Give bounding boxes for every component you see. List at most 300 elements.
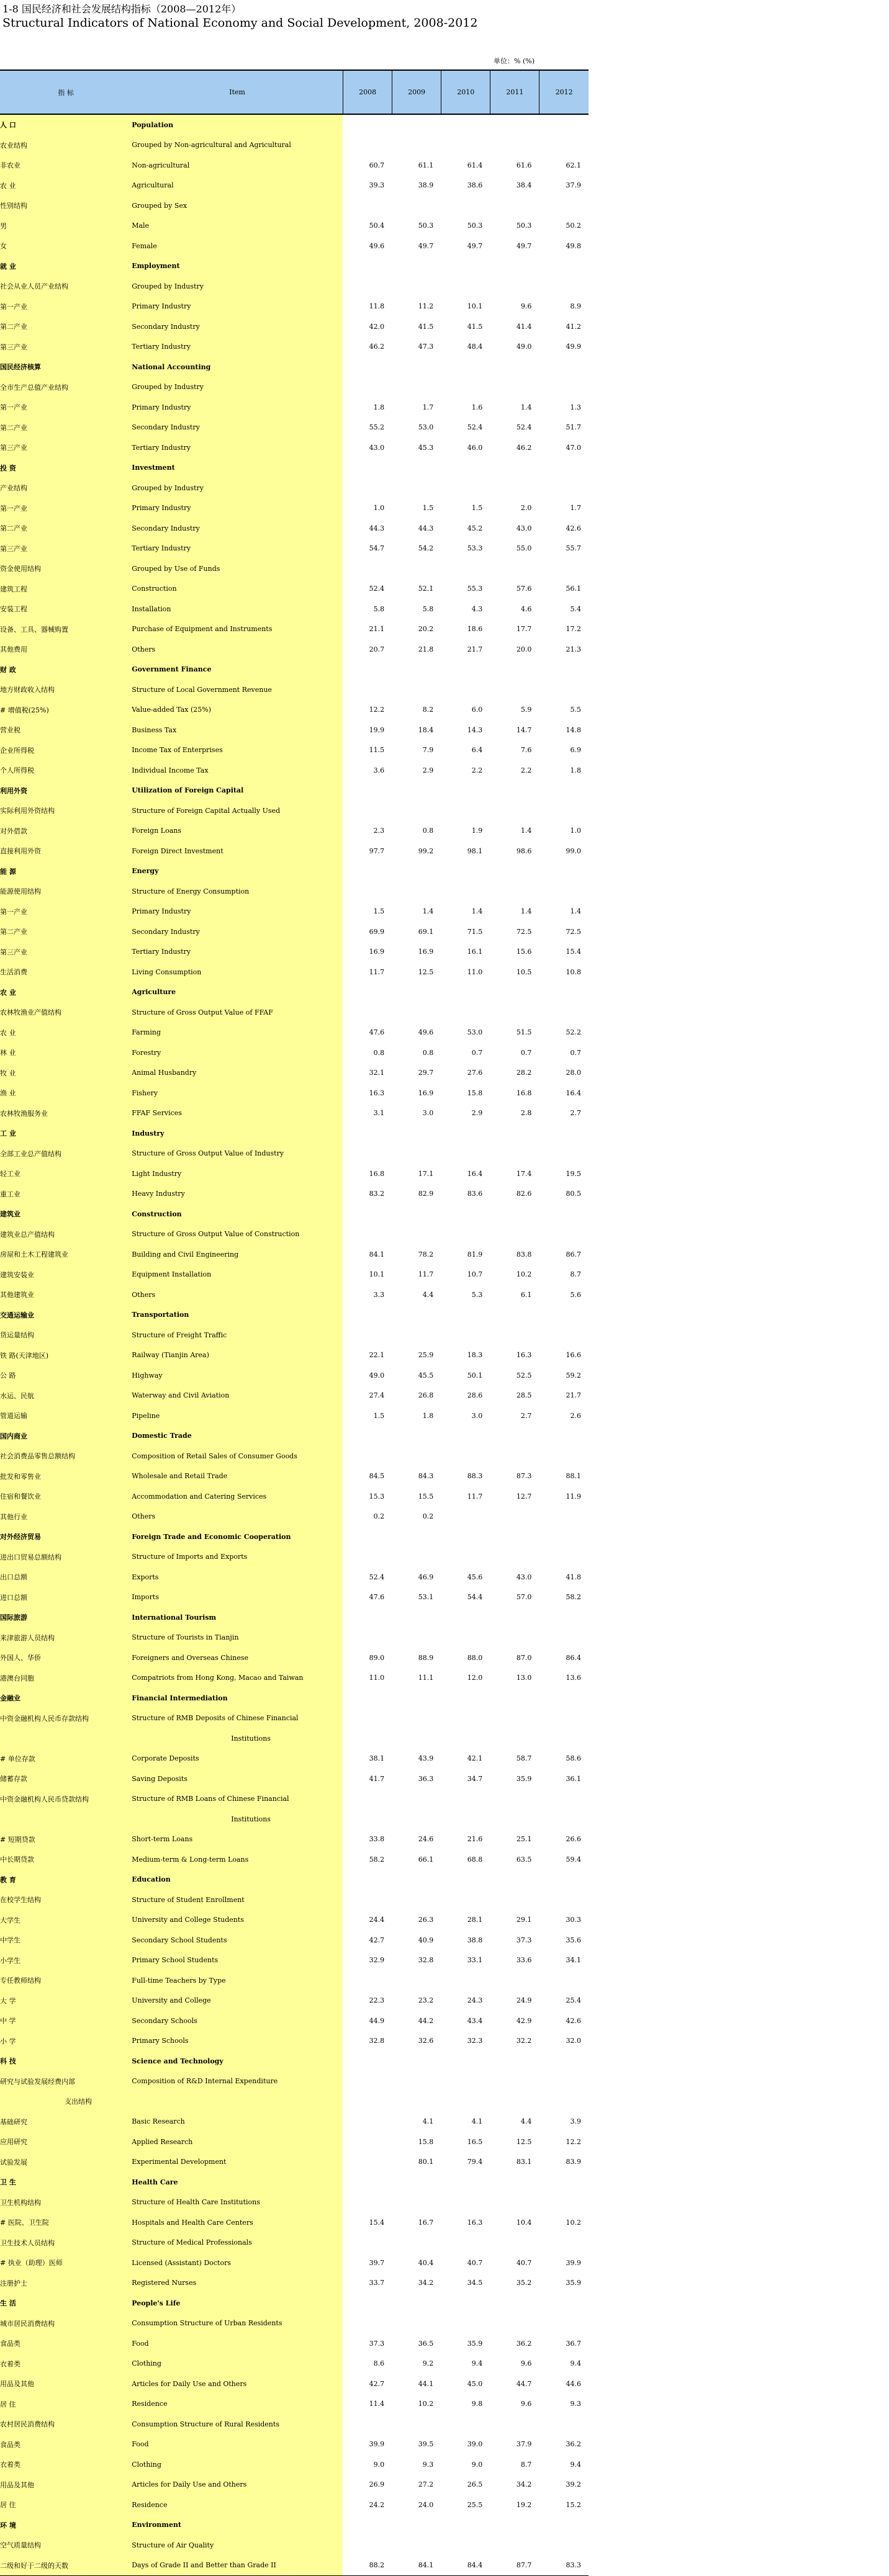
value-cell: 16.9 <box>392 942 441 963</box>
row-label-zh: # 医院、卫生院 <box>0 2212 132 2233</box>
value-cell <box>539 276 589 297</box>
value-cell: 81.9 <box>441 1244 490 1265</box>
value-cell <box>490 1870 539 1890</box>
value-cell <box>490 2071 539 2092</box>
row-label-zh: 全部工业总产值结构 <box>0 1144 132 1164</box>
value-cell: 12.2 <box>343 700 392 720</box>
value-cell: 45.3 <box>392 438 441 458</box>
value-cell: 60.7 <box>343 155 392 176</box>
value-cell: 36.2 <box>490 2333 539 2354</box>
row-label-en: National Accounting <box>132 357 343 377</box>
table-title: 1-8 国民经济和社会发展结构指标（2008—2012年） <box>2 3 241 15</box>
value-cell: 50.4 <box>343 216 392 236</box>
row-label-en: Articles for Daily Use and Others <box>132 2374 343 2394</box>
value-cell <box>441 2313 490 2334</box>
value-cell: 32.2 <box>490 2031 539 2052</box>
row-label-en: FFAF Services <box>132 1103 343 1124</box>
row-label-en: Secondary Industry <box>132 518 343 539</box>
table-row <box>0 195 589 216</box>
value-cell: 25.9 <box>392 1345 441 1366</box>
value-cell: 2.8 <box>490 1103 539 1124</box>
table-row <box>0 438 589 458</box>
table-row <box>0 155 589 176</box>
value-cell <box>539 1325 589 1345</box>
row-label-en: Short-term Loans <box>132 1829 343 1850</box>
row-label-zh: 小学生 <box>0 1950 132 1971</box>
value-cell: 8.7 <box>490 2454 539 2475</box>
value-cell: 83.2 <box>343 1184 392 1205</box>
value-cell <box>539 1547 589 1568</box>
value-cell <box>441 2071 490 2092</box>
table-row <box>0 2233 589 2253</box>
value-cell: 66.1 <box>392 1849 441 1870</box>
value-cell: 27.4 <box>343 1386 392 1406</box>
row-label-zh: 实际利用外资结构 <box>0 801 132 821</box>
row-label-zh: 第一产业 <box>0 397 132 418</box>
value-cell <box>392 1446 441 1466</box>
value-cell: 35.6 <box>539 1930 589 1950</box>
table-row <box>0 740 589 761</box>
row-label-zh: 第一产业 <box>0 297 132 317</box>
row-label-en: Agriculture <box>132 982 343 1003</box>
value-cell: 9.4 <box>539 2454 589 2475</box>
value-cell: 12.2 <box>539 2132 589 2152</box>
value-cell <box>392 1305 441 1326</box>
value-cell <box>343 135 392 156</box>
value-cell <box>539 2414 589 2435</box>
value-cell <box>343 801 392 821</box>
row-label-zh: 建筑工程 <box>0 579 132 599</box>
value-cell: 55.0 <box>490 539 539 559</box>
value-cell: 35.9 <box>441 2333 490 2354</box>
value-cell: 15.8 <box>392 2132 441 2152</box>
value-cell: 44.3 <box>392 518 441 539</box>
value-cell <box>539 680 589 700</box>
row-label-zh: 农林牧渔服务业 <box>0 1103 132 1124</box>
value-cell: 36.3 <box>392 1769 441 1789</box>
row-label-zh: 其他费用 <box>0 639 132 660</box>
row-label-zh: 第一产业 <box>0 498 132 519</box>
value-cell <box>343 1688 392 1708</box>
value-cell <box>441 276 490 297</box>
value-cell <box>392 881 441 902</box>
value-cell: 16.3 <box>441 2212 490 2233</box>
value-cell: 99.2 <box>392 841 441 861</box>
value-cell: 16.9 <box>343 942 392 963</box>
value-cell: 87.0 <box>490 1648 539 1668</box>
row-label-zh: 产业结构 <box>0 478 132 498</box>
value-cell: 26.3 <box>392 1910 441 1931</box>
row-label-zh: 能源使用结构 <box>0 881 132 902</box>
value-cell <box>441 1607 490 1628</box>
value-cell: 88.9 <box>392 1648 441 1668</box>
value-cell <box>490 1728 539 1749</box>
value-cell <box>441 135 490 156</box>
table-row <box>0 1890 589 1910</box>
row-label-en: Investment <box>132 458 343 478</box>
row-label-zh: 第二产业 <box>0 922 132 942</box>
row-label-zh: 进出口贸易总额结构 <box>0 1547 132 1568</box>
value-cell: 58.6 <box>539 1749 589 1769</box>
row-label-en: Installation <box>132 599 343 619</box>
value-cell <box>343 861 392 882</box>
header-year: 2012 <box>539 70 589 114</box>
value-cell: 3.3 <box>343 1285 392 1305</box>
value-cell: 83.1 <box>490 2152 539 2173</box>
value-cell <box>490 1789 539 1810</box>
row-label-zh: 卫 生 <box>0 2172 132 2192</box>
row-label-zh: 房屋和土木工程建筑业 <box>0 1244 132 1265</box>
value-cell <box>539 660 589 680</box>
row-label-zh: 中 学 <box>0 2011 132 2031</box>
row-label-en: Science and Technology <box>132 2051 343 2071</box>
value-cell: 5.6 <box>539 1285 589 1305</box>
value-cell: 0.2 <box>343 1507 392 1527</box>
value-cell <box>490 2192 539 2213</box>
row-label-zh: 能 源 <box>0 861 132 882</box>
value-cell <box>539 1970 589 1991</box>
table-row <box>0 2011 589 2031</box>
table-row <box>0 397 589 418</box>
value-cell <box>490 660 539 680</box>
row-label-en: Days of Grade II and Better than Grade II <box>132 2556 343 2576</box>
value-cell <box>441 256 490 277</box>
value-cell: 32.0 <box>539 2031 589 2052</box>
value-cell: 8.7 <box>539 1265 589 1285</box>
value-cell <box>441 660 490 680</box>
value-cell: 11.0 <box>343 1668 392 1689</box>
row-label-en: Railway (Tianjin Area) <box>132 1345 343 1366</box>
value-cell: 98.1 <box>441 841 490 861</box>
value-cell: 1.6 <box>441 397 490 418</box>
value-cell: 80.1 <box>392 2152 441 2173</box>
value-cell: 36.2 <box>539 2435 589 2455</box>
value-cell <box>441 2051 490 2071</box>
value-cell: 9.0 <box>343 2454 392 2475</box>
value-cell: 22.3 <box>343 1991 392 2011</box>
value-cell <box>343 2233 392 2253</box>
value-cell: 40.7 <box>441 2253 490 2273</box>
row-label-zh: 二级和好于二级的天数 <box>0 2556 132 2576</box>
value-cell: 3.0 <box>441 1406 490 1426</box>
row-label-en: Experimental Development <box>132 2152 343 2173</box>
value-cell: 84.3 <box>392 1466 441 1487</box>
table-row <box>0 1446 589 1466</box>
value-cell: 12.0 <box>441 1668 490 1689</box>
value-cell: 50.1 <box>441 1365 490 1386</box>
row-label-en: Highway <box>132 1365 343 1386</box>
value-cell <box>441 458 490 478</box>
value-cell <box>343 1607 392 1628</box>
value-cell <box>392 660 441 680</box>
row-label-en: Structure of Energy Consumption <box>132 881 343 902</box>
table-header-row <box>0 70 589 114</box>
row-label-zh: 居 住 <box>0 2495 132 2515</box>
value-cell: 88.1 <box>539 1466 589 1487</box>
row-label-en: Primary Industry <box>132 297 343 317</box>
value-cell <box>490 1628 539 1648</box>
value-cell: 1.4 <box>490 902 539 922</box>
value-cell: 3.0 <box>392 1103 441 1124</box>
row-label-zh: 对外借款 <box>0 821 132 841</box>
row-label-en: Structure of Gross Output Value of Industry <box>132 1144 343 1164</box>
value-cell: 4.1 <box>392 2112 441 2132</box>
value-cell: 41.5 <box>392 316 441 337</box>
value-cell: 4.3 <box>441 599 490 619</box>
value-cell <box>441 1728 490 1749</box>
row-label-en: Clothing <box>132 2354 343 2374</box>
value-cell: 52.2 <box>539 1023 589 1043</box>
value-cell: 45.0 <box>441 2374 490 2394</box>
value-cell: 41.2 <box>539 316 589 337</box>
table-row <box>0 1063 589 1084</box>
table-row <box>0 1265 589 1285</box>
table-row <box>0 2535 589 2556</box>
value-cell: 25.5 <box>441 2495 490 2515</box>
row-label-zh: 第三产业 <box>0 438 132 458</box>
row-label-zh: 来津旅游人员结构 <box>0 1628 132 1648</box>
value-cell <box>539 2233 589 2253</box>
value-cell <box>539 256 589 277</box>
row-label-en: University and College Students <box>132 1910 343 1931</box>
value-cell <box>539 2192 589 2213</box>
value-cell: 27.6 <box>441 1063 490 1084</box>
value-cell: 21.7 <box>441 639 490 660</box>
row-label-zh: 水运、民航 <box>0 1386 132 1406</box>
table-row <box>0 962 589 982</box>
value-cell: 2.9 <box>392 760 441 781</box>
row-label-en: Primary School Students <box>132 1950 343 1971</box>
row-label-zh: # 短期贷款 <box>0 1829 132 1850</box>
value-cell: 52.4 <box>490 418 539 438</box>
value-cell: 58.7 <box>490 1749 539 1769</box>
row-label-zh: 卫生技术人员结构 <box>0 2233 132 2253</box>
row-label-en: Registered Nurses <box>132 2273 343 2294</box>
value-cell: 88.0 <box>441 1648 490 1668</box>
value-cell: 2.2 <box>490 760 539 781</box>
row-label-zh: 空气质量结构 <box>0 2535 132 2556</box>
value-cell <box>539 781 589 801</box>
value-cell <box>441 1527 490 1547</box>
value-cell: 2.0 <box>490 498 539 519</box>
row-label-en: Tertiary Industry <box>132 942 343 963</box>
value-cell <box>343 256 392 277</box>
value-cell <box>343 1144 392 1164</box>
table-row <box>0 518 589 539</box>
value-cell <box>441 1224 490 1245</box>
row-label-en: Industry <box>132 1123 343 1144</box>
value-cell: 47.6 <box>343 1587 392 1608</box>
table-row <box>0 1950 589 1971</box>
row-label-zh: 中资金融机构人民币存款结构 <box>0 1708 132 1729</box>
value-cell: 0.7 <box>539 1043 589 1063</box>
row-label-en: Structure of Health Care Institutions <box>132 2192 343 2213</box>
value-cell: 24.6 <box>392 1829 441 1850</box>
value-cell <box>441 1870 490 1890</box>
value-cell <box>539 1305 589 1326</box>
value-cell <box>539 1224 589 1245</box>
value-cell: 41.5 <box>441 316 490 337</box>
table-row <box>0 2475 589 2495</box>
table-row <box>0 1708 589 1729</box>
value-cell: 9.6 <box>490 2394 539 2415</box>
row-label-en: Grouped by Sex <box>132 195 343 216</box>
value-cell: 14.7 <box>490 720 539 740</box>
value-cell: 6.0 <box>441 700 490 720</box>
value-cell: 0.7 <box>441 1043 490 1063</box>
row-label-zh: 农 业 <box>0 176 132 196</box>
value-cell <box>392 861 441 882</box>
table-row <box>0 539 589 559</box>
value-cell: 24.4 <box>343 1910 392 1931</box>
value-cell: 57.6 <box>490 579 539 599</box>
row-label-en: Fishery <box>132 1083 343 1103</box>
value-cell <box>490 2091 539 2112</box>
table-row <box>0 2031 589 2052</box>
value-cell <box>441 1970 490 1991</box>
value-cell <box>441 1708 490 1729</box>
value-cell: 15.5 <box>392 1486 441 1507</box>
table-row <box>0 1123 589 1144</box>
value-cell <box>392 276 441 297</box>
row-label-en: Heavy Industry <box>132 1184 343 1205</box>
value-cell <box>539 982 589 1003</box>
value-cell: 2.2 <box>441 760 490 781</box>
value-cell <box>392 1708 441 1729</box>
table-row <box>0 2212 589 2233</box>
value-cell: 24.9 <box>490 1991 539 2011</box>
table-row <box>0 2495 589 2515</box>
row-label-zh: 直接利用外资 <box>0 841 132 861</box>
value-cell: 61.6 <box>490 155 539 176</box>
value-cell <box>490 1224 539 1245</box>
table-row <box>0 1628 589 1648</box>
table-subtitle: Structural Indicators of National Economy and Social Development, 2008-2012 <box>2 16 478 30</box>
value-cell <box>490 256 539 277</box>
value-cell: 44.2 <box>392 2011 441 2031</box>
value-cell: 47.6 <box>343 1023 392 1043</box>
value-cell <box>539 1507 589 1527</box>
value-cell: 1.3 <box>539 397 589 418</box>
value-cell <box>343 2172 392 2192</box>
value-cell <box>392 195 441 216</box>
value-cell: 54.4 <box>441 1587 490 1608</box>
table-row <box>0 1567 589 1587</box>
table-row <box>0 579 589 599</box>
value-cell: 88.3 <box>441 1466 490 1487</box>
value-cell <box>343 1809 392 1829</box>
value-cell: 5.3 <box>441 1285 490 1305</box>
value-cell <box>490 1123 539 1144</box>
value-cell <box>539 2071 589 2092</box>
row-label-en: Environment <box>132 2515 343 2536</box>
row-label-en: Individual Income Tax <box>132 760 343 781</box>
table-row <box>0 801 589 821</box>
value-cell: 1.5 <box>343 1406 392 1426</box>
row-label-en: Construction <box>132 579 343 599</box>
table-row <box>0 316 589 337</box>
row-label-en: Primary Industry <box>132 498 343 519</box>
value-cell: 2.9 <box>441 1103 490 1124</box>
value-cell: 9.6 <box>490 2354 539 2374</box>
row-label-zh: 第三产业 <box>0 942 132 963</box>
row-label-zh: 管道运输 <box>0 1406 132 1426</box>
value-cell: 18.6 <box>441 619 490 640</box>
value-cell <box>343 1890 392 1910</box>
value-cell: 87.3 <box>490 1466 539 1487</box>
row-label-zh: 城市居民消费结构 <box>0 2313 132 2334</box>
row-label-en: Grouped by Industry <box>132 377 343 398</box>
value-cell: 44.6 <box>539 2374 589 2394</box>
value-cell <box>343 2515 392 2536</box>
row-label-zh: 第三产业 <box>0 337 132 357</box>
table-row <box>0 1466 589 1487</box>
table-row <box>0 2435 589 2455</box>
value-cell: 11.0 <box>441 962 490 982</box>
value-cell <box>490 1970 539 1991</box>
row-label-en: Grouped by Industry <box>132 478 343 498</box>
value-cell: 21.7 <box>539 1386 589 1406</box>
value-cell: 9.4 <box>441 2354 490 2374</box>
value-cell: 34.2 <box>490 2475 539 2495</box>
value-cell: 32.8 <box>392 1950 441 1971</box>
row-label-zh: 第二产业 <box>0 316 132 337</box>
row-label-zh: 在校学生结构 <box>0 1890 132 1910</box>
value-cell <box>490 1446 539 1466</box>
value-cell <box>539 559 589 579</box>
row-label-en: Value-added Tax (25%) <box>132 700 343 720</box>
value-cell <box>392 2233 441 2253</box>
value-cell <box>441 781 490 801</box>
value-cell <box>441 801 490 821</box>
value-cell <box>392 1607 441 1628</box>
row-label-en: Clothing <box>132 2454 343 2475</box>
value-cell: 3.6 <box>343 760 392 781</box>
value-cell: 3.1 <box>343 1103 392 1124</box>
value-cell: 23.2 <box>392 1991 441 2011</box>
value-cell: 49.8 <box>539 236 589 256</box>
value-cell: 14.8 <box>539 720 589 740</box>
value-cell: 50.3 <box>490 216 539 236</box>
value-cell: 11.7 <box>392 1265 441 1285</box>
value-cell: 35.9 <box>539 2273 589 2294</box>
table-row <box>0 599 589 619</box>
value-cell <box>490 1204 539 1224</box>
value-cell <box>490 1002 539 1023</box>
value-cell <box>343 1446 392 1466</box>
value-cell <box>343 2414 392 2435</box>
table-row <box>0 1728 589 1749</box>
value-cell: 53.0 <box>392 418 441 438</box>
row-label-en: Tertiary Industry <box>132 337 343 357</box>
value-cell <box>392 377 441 398</box>
value-cell: 38.9 <box>392 176 441 196</box>
value-cell: 98.6 <box>490 841 539 861</box>
table-row <box>0 256 589 277</box>
value-cell: 42.6 <box>539 2011 589 2031</box>
value-cell <box>539 1708 589 1729</box>
value-cell: 15.2 <box>539 2495 589 2515</box>
value-cell: 38.6 <box>441 176 490 196</box>
value-cell <box>392 114 441 135</box>
row-label-zh: # 单位存款 <box>0 1749 132 1769</box>
row-label-en: Structure of Student Enrollment <box>132 1890 343 1910</box>
value-cell: 28.1 <box>441 1910 490 1931</box>
row-label-zh: 研究与试验发展经费内部 <box>0 2071 132 2092</box>
value-cell: 2.7 <box>539 1103 589 1124</box>
value-cell: 79.4 <box>441 2152 490 2173</box>
table-row <box>0 1345 589 1366</box>
